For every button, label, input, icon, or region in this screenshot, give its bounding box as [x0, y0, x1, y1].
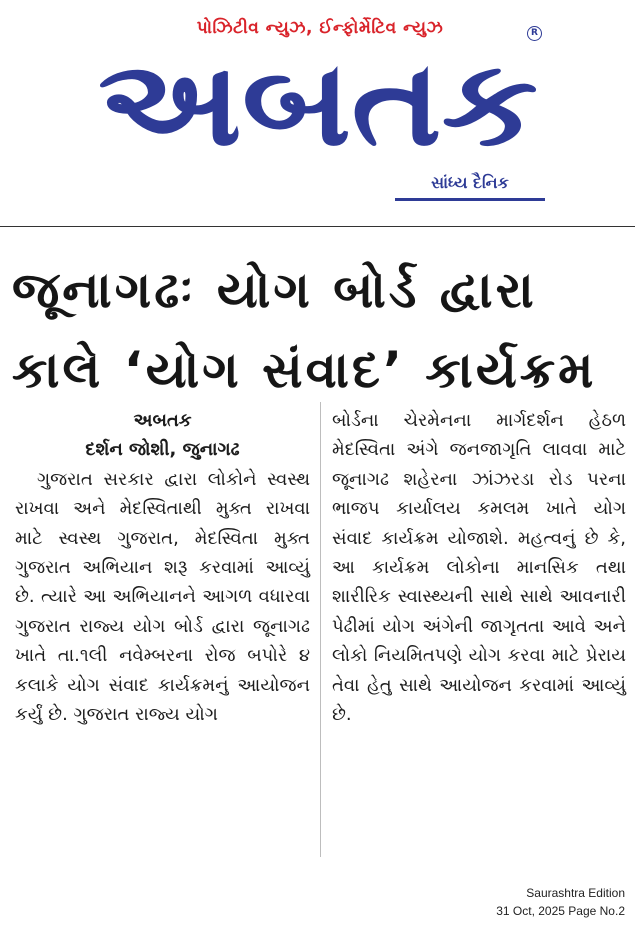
byline-source: અબતક [133, 410, 192, 431]
byline-author: દર્શન જોશી, જુનાગઢ [85, 439, 240, 461]
logo-wordmark: અબતક [98, 44, 538, 164]
body-text-left [15, 465, 310, 730]
masthead-divider [0, 226, 635, 227]
page-footer [496, 884, 625, 920]
edition-label: Saurashtra Edition [526, 886, 625, 900]
column-divider [320, 402, 321, 857]
registered-trademark-icon: R [527, 26, 542, 41]
masthead-tagline: પોઝિટીવ ન્યુઝ, ઈન્ફોર્મેટિવ ન્યુઝ [196, 18, 444, 38]
headline-line-1: જૂનાગઢઃ યોગ બોર્ડ દ્વારા [12, 261, 537, 319]
article-column-left [15, 406, 310, 729]
subtitle-underline [395, 198, 545, 201]
article-column-right [332, 406, 626, 729]
body-text-right: બોર્ડના ચેરમેનના માર્ગદર્શન હેઠળ મેદસ્વિતા અંગે જનજાગૃતિ લાવવા માટે જૂનાગઢ શહેરના ઝાંઝરડા રોડ પરના ભાજપ કાર્યાલય કમલમ ખાતે યોગ સંવાદ કાર્યક્રમ યોજાશે. મહત્વનું છે કે, આ કાર્યક્રમ લોકોના માનસિક તથા શારીરિક સ્વાસ્થ્યની સાથે સાથે આવનારી પેઢીમાં યોગ અંગેની જાગૃતતા આવે અને લોકો નિયમિતપણે યોગ કરવા માટે પ્રેરાય તેવા હેતુ સાથે આયોજન કરવામાં આવ્યું છે. [332, 410, 626, 726]
newspaper-logo [92, 44, 544, 164]
masthead-subtitle: સાંધ્ય દૈનિક [431, 173, 509, 192]
date-page-label: 31 Oct, 2025 Page No.2 [496, 904, 625, 918]
article-headline [12, 250, 624, 410]
masthead [0, 0, 635, 222]
body-left-text: ગુજરાત સરકાર દ્વારા લોકોને સ્વસ્થ રાખવા અને મેદસ્વિતાથી મુક્ત રાખવા માટે સ્વસ્થ ગુજરાત, મેદસ્વિતા મુક્ત ગુજરાત અભિયાન શરૂ કરવામાં આવ્યું છે. ત્યારે આ અભિયાનને આગળ વધારવા ગુજરાત રાજ્ય યોગ બોર્ડ દ્વારા જૂનાગઢ ખાતે તા.૧લી નવેમ્બરના રોજ બપોરે ૪ કલાકે યોગ સંવાદ કાર્યક્રમનું આયોજન કર્યું છે. ગુજરાત રાજ્ય યોગ [15, 468, 310, 726]
headline-line-2: કાલે ‘યોગ સંવાદ’ કાર્યક્રમ [12, 341, 597, 399]
